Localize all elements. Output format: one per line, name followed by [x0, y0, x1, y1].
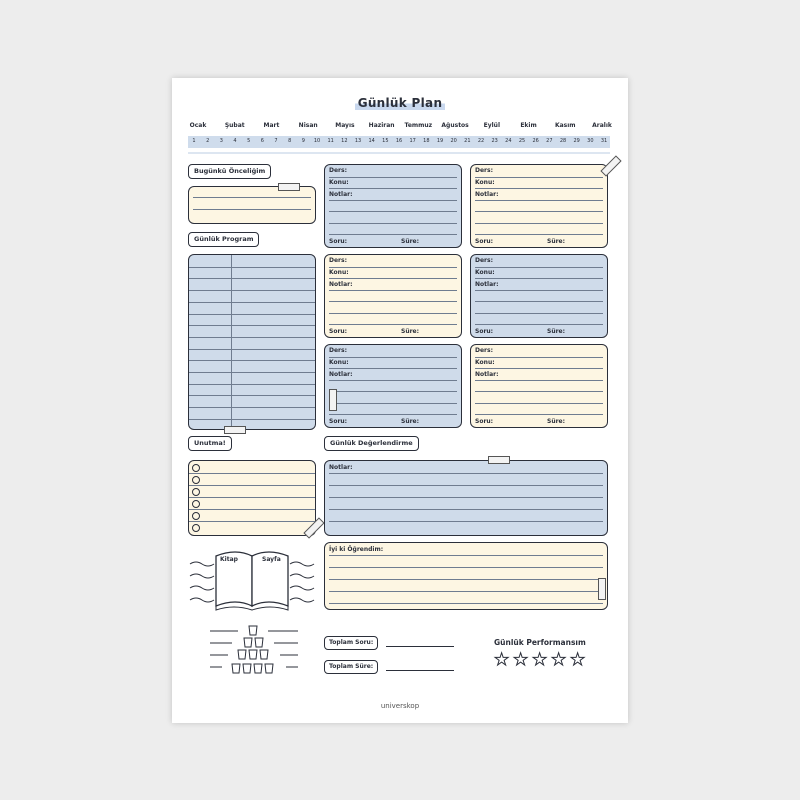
- learned-label: İyi ki Öğrendim:: [329, 546, 384, 553]
- checkbox-circle-icon[interactable]: [192, 488, 200, 496]
- card-questions-label: Soru:: [329, 328, 348, 335]
- tape: [329, 389, 337, 411]
- card-notes-label: Notlar:: [475, 281, 499, 288]
- day-label[interactable]: 8: [288, 138, 292, 144]
- day-label[interactable]: 1: [192, 138, 196, 144]
- study-card[interactable]: [324, 164, 462, 248]
- card-notes-label: Notlar:: [475, 191, 499, 198]
- day-label[interactable]: 3: [219, 138, 223, 144]
- day-label[interactable]: 17: [409, 138, 416, 144]
- total-questions-label: Toplam Soru:: [324, 636, 378, 650]
- card-duration-label: Süre:: [547, 418, 566, 425]
- total-duration-label: Toplam Süre:: [324, 660, 378, 674]
- card-questions-label: Soru:: [475, 418, 494, 425]
- card-subject-label: Ders:: [329, 167, 347, 174]
- month-label[interactable]: Eylül: [483, 122, 501, 129]
- month-label[interactable]: Aralık: [592, 122, 612, 129]
- day-label[interactable]: 28: [559, 138, 567, 144]
- planner-page: [172, 78, 628, 723]
- day-label[interactable]: 11: [327, 138, 334, 144]
- card-duration-label: Süre:: [547, 238, 566, 245]
- brand-logo: universkop: [380, 702, 420, 710]
- day-label[interactable]: 2: [206, 138, 210, 144]
- tape: [598, 578, 606, 600]
- star-icon[interactable]: ★: [570, 650, 586, 670]
- tape: [278, 183, 300, 191]
- tape: [224, 426, 246, 434]
- total-questions-line[interactable]: [386, 646, 454, 647]
- learned-box[interactable]: [324, 542, 608, 610]
- day-label[interactable]: 12: [341, 138, 348, 144]
- evaluation-box[interactable]: [324, 460, 608, 536]
- card-duration-label: Süre:: [547, 328, 566, 335]
- month-label[interactable]: Nisan: [298, 122, 318, 129]
- day-label[interactable]: 22: [477, 138, 485, 144]
- day-label[interactable]: 10: [313, 138, 321, 144]
- open-book-icon: [188, 546, 316, 616]
- star-icon[interactable]: ★: [494, 650, 510, 670]
- card-questions-label: Soru:: [329, 418, 348, 425]
- day-label[interactable]: 20: [450, 138, 457, 144]
- day-label[interactable]: 25: [518, 138, 526, 144]
- month-label[interactable]: Haziran: [368, 122, 395, 129]
- day-label[interactable]: 4: [233, 138, 237, 144]
- study-card[interactable]: [470, 344, 608, 428]
- tape: [600, 155, 621, 176]
- card-topic-label: Konu:: [475, 269, 495, 276]
- card-duration-label: Süre:: [401, 418, 420, 425]
- month-label[interactable]: Mayıs: [335, 122, 355, 129]
- study-card[interactable]: [470, 254, 608, 338]
- day-label[interactable]: 26: [532, 138, 539, 144]
- book-left-label: Kitap: [220, 556, 238, 563]
- card-notes-label: Notlar:: [329, 281, 353, 288]
- schedule-tag: Günlük Program: [188, 232, 259, 247]
- day-label[interactable]: 19: [436, 138, 444, 144]
- day-label[interactable]: 7: [274, 138, 278, 144]
- day-label[interactable]: 23: [491, 138, 498, 144]
- card-questions-label: Soru:: [475, 238, 494, 245]
- star-icon[interactable]: ★: [532, 650, 548, 670]
- card-notes-label: Notlar:: [329, 371, 353, 378]
- card-notes-label: Notlar:: [475, 371, 499, 378]
- card-topic-label: Konu:: [329, 269, 349, 276]
- priority-box[interactable]: [188, 186, 316, 224]
- schedule-grid[interactable]: [188, 254, 316, 430]
- card-topic-label: Konu:: [329, 179, 349, 186]
- checkbox-circle-icon[interactable]: [192, 500, 200, 508]
- eval-notes-label: Notlar:: [329, 464, 353, 471]
- day-divider: [188, 152, 610, 154]
- checkbox-circle-icon[interactable]: [192, 524, 200, 532]
- evaluation-tag: Günlük Değerlendirme: [324, 436, 419, 451]
- day-label[interactable]: 14: [368, 138, 375, 144]
- book-right-label: Sayfa: [262, 556, 281, 563]
- day-label[interactable]: 24: [505, 138, 512, 144]
- day-label[interactable]: 29: [573, 138, 580, 144]
- checkbox-circle-icon[interactable]: [192, 464, 200, 472]
- month-row: [189, 122, 612, 132]
- month-label[interactable]: Mart: [263, 122, 280, 129]
- star-icon[interactable]: ★: [551, 650, 567, 670]
- card-topic-label: Konu:: [475, 179, 495, 186]
- day-label[interactable]: 5: [247, 138, 251, 144]
- day-label[interactable]: 13: [354, 138, 362, 144]
- day-label[interactable]: 27: [546, 138, 553, 144]
- performance-label: Günlük Performansım: [494, 638, 586, 647]
- priority-tag: Bugünkü Önceliğim: [188, 164, 271, 179]
- day-label[interactable]: 21: [464, 138, 471, 144]
- card-questions-label: Soru:: [475, 328, 494, 335]
- card-topic-label: Konu:: [475, 359, 495, 366]
- card-subject-label: Ders:: [329, 347, 347, 354]
- dont-forget-tag: Unutma!: [188, 436, 232, 451]
- star-icon[interactable]: ★: [513, 650, 529, 670]
- study-card[interactable]: [324, 344, 462, 428]
- card-questions-label: Soru:: [329, 238, 348, 245]
- day-label[interactable]: 16: [395, 138, 403, 144]
- checkbox-circle-icon[interactable]: [192, 476, 200, 484]
- card-subject-label: Ders:: [475, 167, 493, 174]
- month-label[interactable]: Ağustos: [441, 122, 469, 129]
- card-topic-label: Konu:: [329, 359, 349, 366]
- month-label[interactable]: Kasım: [554, 122, 576, 129]
- day-label[interactable]: 15: [382, 138, 389, 144]
- day-label[interactable]: 9: [301, 138, 305, 144]
- card-duration-label: Süre:: [401, 238, 420, 245]
- month-label[interactable]: Temmuz: [404, 122, 433, 129]
- card-subject-label: Ders:: [475, 347, 493, 354]
- checkbox-circle-icon[interactable]: [192, 512, 200, 520]
- study-card[interactable]: [470, 164, 608, 248]
- total-duration-line[interactable]: [386, 670, 454, 671]
- card-subject-label: Ders:: [329, 257, 347, 264]
- dont-forget-list[interactable]: [188, 460, 316, 536]
- month-label[interactable]: Ocak: [189, 122, 207, 129]
- study-card[interactable]: [324, 254, 462, 338]
- water-tracker-icon: [208, 624, 300, 686]
- card-duration-label: Süre:: [401, 328, 420, 335]
- day-label[interactable]: 31: [600, 138, 608, 144]
- day-label[interactable]: 18: [423, 138, 430, 144]
- day-row: [188, 136, 610, 148]
- page-title: Günlük Plan: [172, 96, 628, 110]
- card-subject-label: Ders:: [475, 257, 493, 264]
- month-label[interactable]: Ekim: [520, 122, 537, 129]
- card-notes-label: Notlar:: [329, 191, 353, 198]
- day-label[interactable]: 30: [587, 138, 594, 144]
- month-label[interactable]: Şubat: [224, 122, 245, 129]
- tape: [488, 456, 510, 464]
- day-label[interactable]: 6: [260, 138, 264, 144]
